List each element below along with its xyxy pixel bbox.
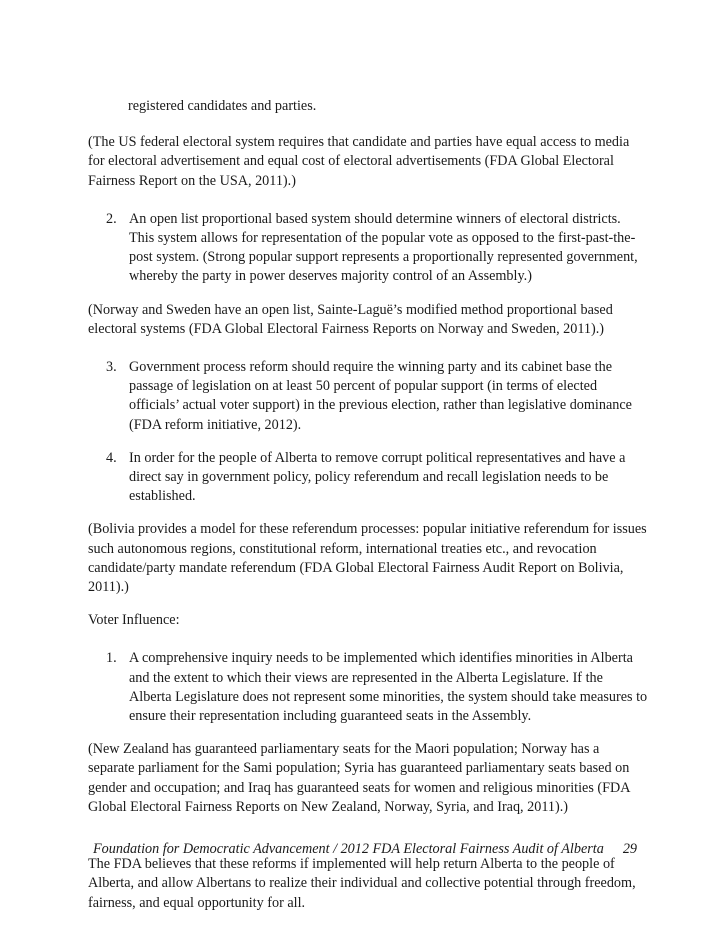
list-item-text: Government process reform should require the winning party and its cabinet base the passage of legislation on at least 50 percent of popular support (in terms of elected officials’ actual voter support) in the previous election, rather than legislative dominance (FDA reform initiative, 2012). [129, 359, 632, 433]
list-item-4 [88, 449, 648, 507]
note-us-electoral-system: (The US federal electoral system requires that candidate and parties have equal access to media for electoral advertisement and equal cost of electoral advertisements (FDA Global Electoral Fairness Report on the USA, 2011).) [88, 134, 630, 189]
footer-title: Foundation for Democratic Advancement / 2012 FDA Electoral Fairness Audit of Alberta [93, 841, 604, 857]
note-minority-representation: (New Zealand has guaranteed parliamentary seats for the Maori population; Norway has a separate parliament for the Sami population; Syria has guaranteed parliamentary seats based on gender and occupation; and Iraq has guaranteed seats for women and religious minorities (FDA Global Electoral Fairness Reports on New Zealand, Norway, Syria, and Iraq, 2011).) [88, 741, 630, 815]
list-item-text: A comprehensive inquiry needs to be implemented which identifies minorities in Alberta and the extent to which their views are represented in the Alberta Legislature. If the Alberta Legislature does not represent some minorities, the system should take measures to ensure their representation including guaranteed seats in the Assembly. [129, 650, 648, 725]
list-item-number: 1. [106, 650, 117, 667]
list-item-2 [88, 210, 648, 287]
body-text [88, 97, 648, 913]
list-item-text: An open list proportional based system should determine winners of electoral districts. This system allows for representation of the popular vote as opposed to the first-past-the-post system. (Strong popular support represents a proportionally represented government, whereby the party in power deserves majority control of an Assembly.) [129, 210, 638, 285]
list-item-3 [88, 358, 648, 435]
list-item-number: 3. [106, 359, 117, 376]
page-number: 29 [622, 841, 637, 857]
note-bolivia: (Bolivia provides a model for these referendum processes: popular initiative referendum for issues such autonomous regions, constitutional reform, international treaties etc., and revocation candidate/party mandate referendum (FDA Global Electoral Fairness Audit Report on Bolivia, 2011).) [88, 521, 647, 596]
list-item-number: 4. [106, 449, 117, 466]
list-item-number: 2. [106, 210, 117, 227]
voter-influence-item-1 [88, 649, 648, 726]
note-norway-sweden: (Norway and Sweden have an open list, Sainte-Laguë’s modified method proportional based electoral systems (FDA Global Electoral Fairness Reports on Norway and Sweden, 2011).) [88, 301, 613, 337]
page-footer [93, 840, 637, 859]
section-heading-voter-influence: Voter Influence: [88, 612, 180, 629]
list-item-text: In order for the people of Alberta to remove corrupt political representatives and have a direct say in government policy, policy referendum and recall legislation needs to be established. [129, 449, 626, 505]
conclusion-paragraph: The FDA believes that these reforms if implemented will help return Alberta to the people of Alberta, and allow Albertans to realize their individual and collective potential through freedom, fairness, and equal opportunity for all. [88, 856, 636, 911]
continuation-text: registered candidates and parties. [128, 98, 317, 114]
